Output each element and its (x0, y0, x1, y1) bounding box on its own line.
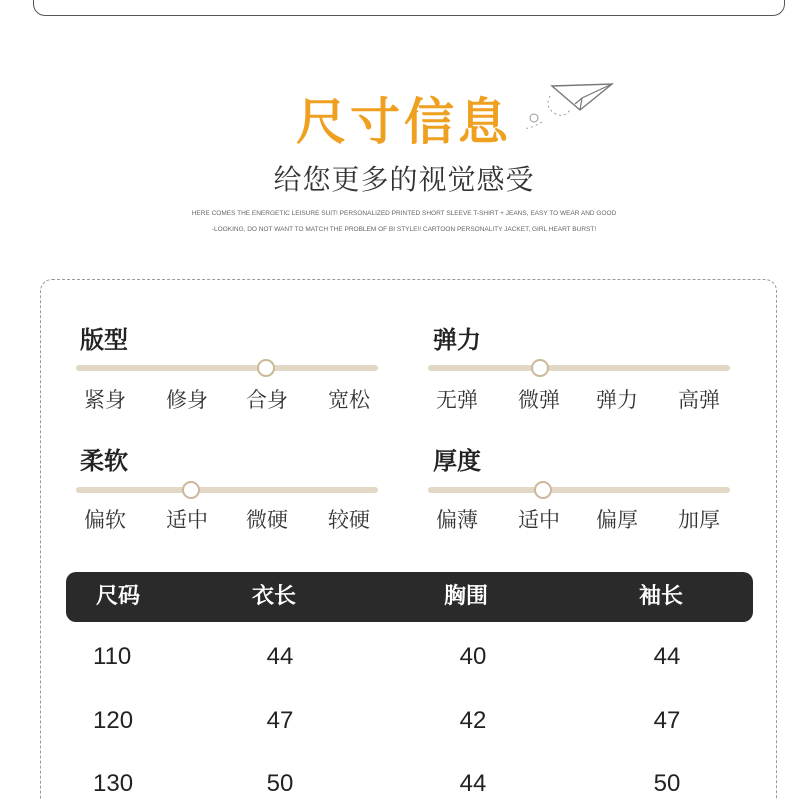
table-cell: 42 (459, 707, 487, 734)
softness-option: 微硬 (246, 508, 288, 532)
table-cell: 120 (93, 707, 134, 734)
elasticity-slider-track (428, 365, 730, 371)
blurb (150, 206, 658, 238)
softness-slider-track (76, 487, 378, 493)
top-frame (33, 0, 785, 16)
thickness-option: 加厚 (678, 508, 720, 532)
elasticity-slider-knob (531, 359, 549, 377)
fit-option: 紧身 (84, 388, 126, 412)
table-cell: 110 (93, 643, 132, 670)
elasticity-option: 无弹 (436, 388, 478, 412)
table-header-cell: 衣长 (252, 584, 297, 609)
softness-option: 偏软 (84, 508, 126, 532)
table-cell: 44 (266, 643, 294, 670)
table-cell: 44 (459, 770, 487, 797)
table-cell: 47 (266, 707, 294, 734)
softness-option: 较硬 (328, 508, 370, 532)
elasticity-option: 高弹 (678, 388, 720, 412)
table-header-cell: 胸围 (444, 584, 489, 609)
softness-slider-knob (182, 481, 200, 499)
attr-title-softness: 柔软 (80, 447, 128, 475)
table-cell: 47 (653, 707, 681, 734)
fit-option: 宽松 (328, 388, 370, 412)
elasticity-option: 微弹 (518, 388, 560, 412)
subtitle: 给您更多的视觉感受 (273, 163, 535, 196)
table-cell: 40 (459, 643, 487, 670)
table-header-cell: 尺码 (96, 584, 141, 609)
softness-option: 适中 (166, 508, 208, 532)
table-cell: 50 (653, 770, 681, 797)
size-table-header (66, 572, 753, 622)
paper-plane-icon (520, 78, 620, 138)
thickness-option: 偏薄 (436, 508, 478, 532)
attr-title-thickness: 厚度 (433, 447, 481, 475)
attr-title-elasticity: 弹力 (433, 326, 481, 354)
thickness-slider-knob (534, 481, 552, 499)
page-title: 尺寸信息 (296, 93, 512, 151)
fit-option: 合身 (246, 388, 288, 412)
table-header-cell: 袖长 (639, 584, 684, 609)
thickness-option: 偏厚 (596, 508, 638, 532)
table-cell: 50 (266, 770, 294, 797)
blurb-line-2: -LOOKING, DO NOT WANT TO MATCH THE PROBLEM OF BI STYLE!! CARTOON PERSONALITY JACKET, GIRL HEART BURST! (211, 226, 597, 233)
attr-title-fit: 版型 (80, 326, 128, 354)
fit-option: 修身 (166, 388, 208, 412)
elasticity-option: 弹力 (596, 388, 638, 412)
fit-slider-track (76, 365, 378, 371)
thickness-slider-track (428, 487, 730, 493)
blurb-line-1: HERE COMES THE ENERGETIC LEISURE SUIT! PERSONALIZED PRINTED SHORT SLEEVE T-SHIRT + JEANS, EASY TO WEAR AND GOOD (191, 210, 617, 217)
table-cell: 44 (653, 643, 681, 670)
table-cell: 130 (93, 770, 134, 797)
thickness-option: 适中 (518, 508, 560, 532)
